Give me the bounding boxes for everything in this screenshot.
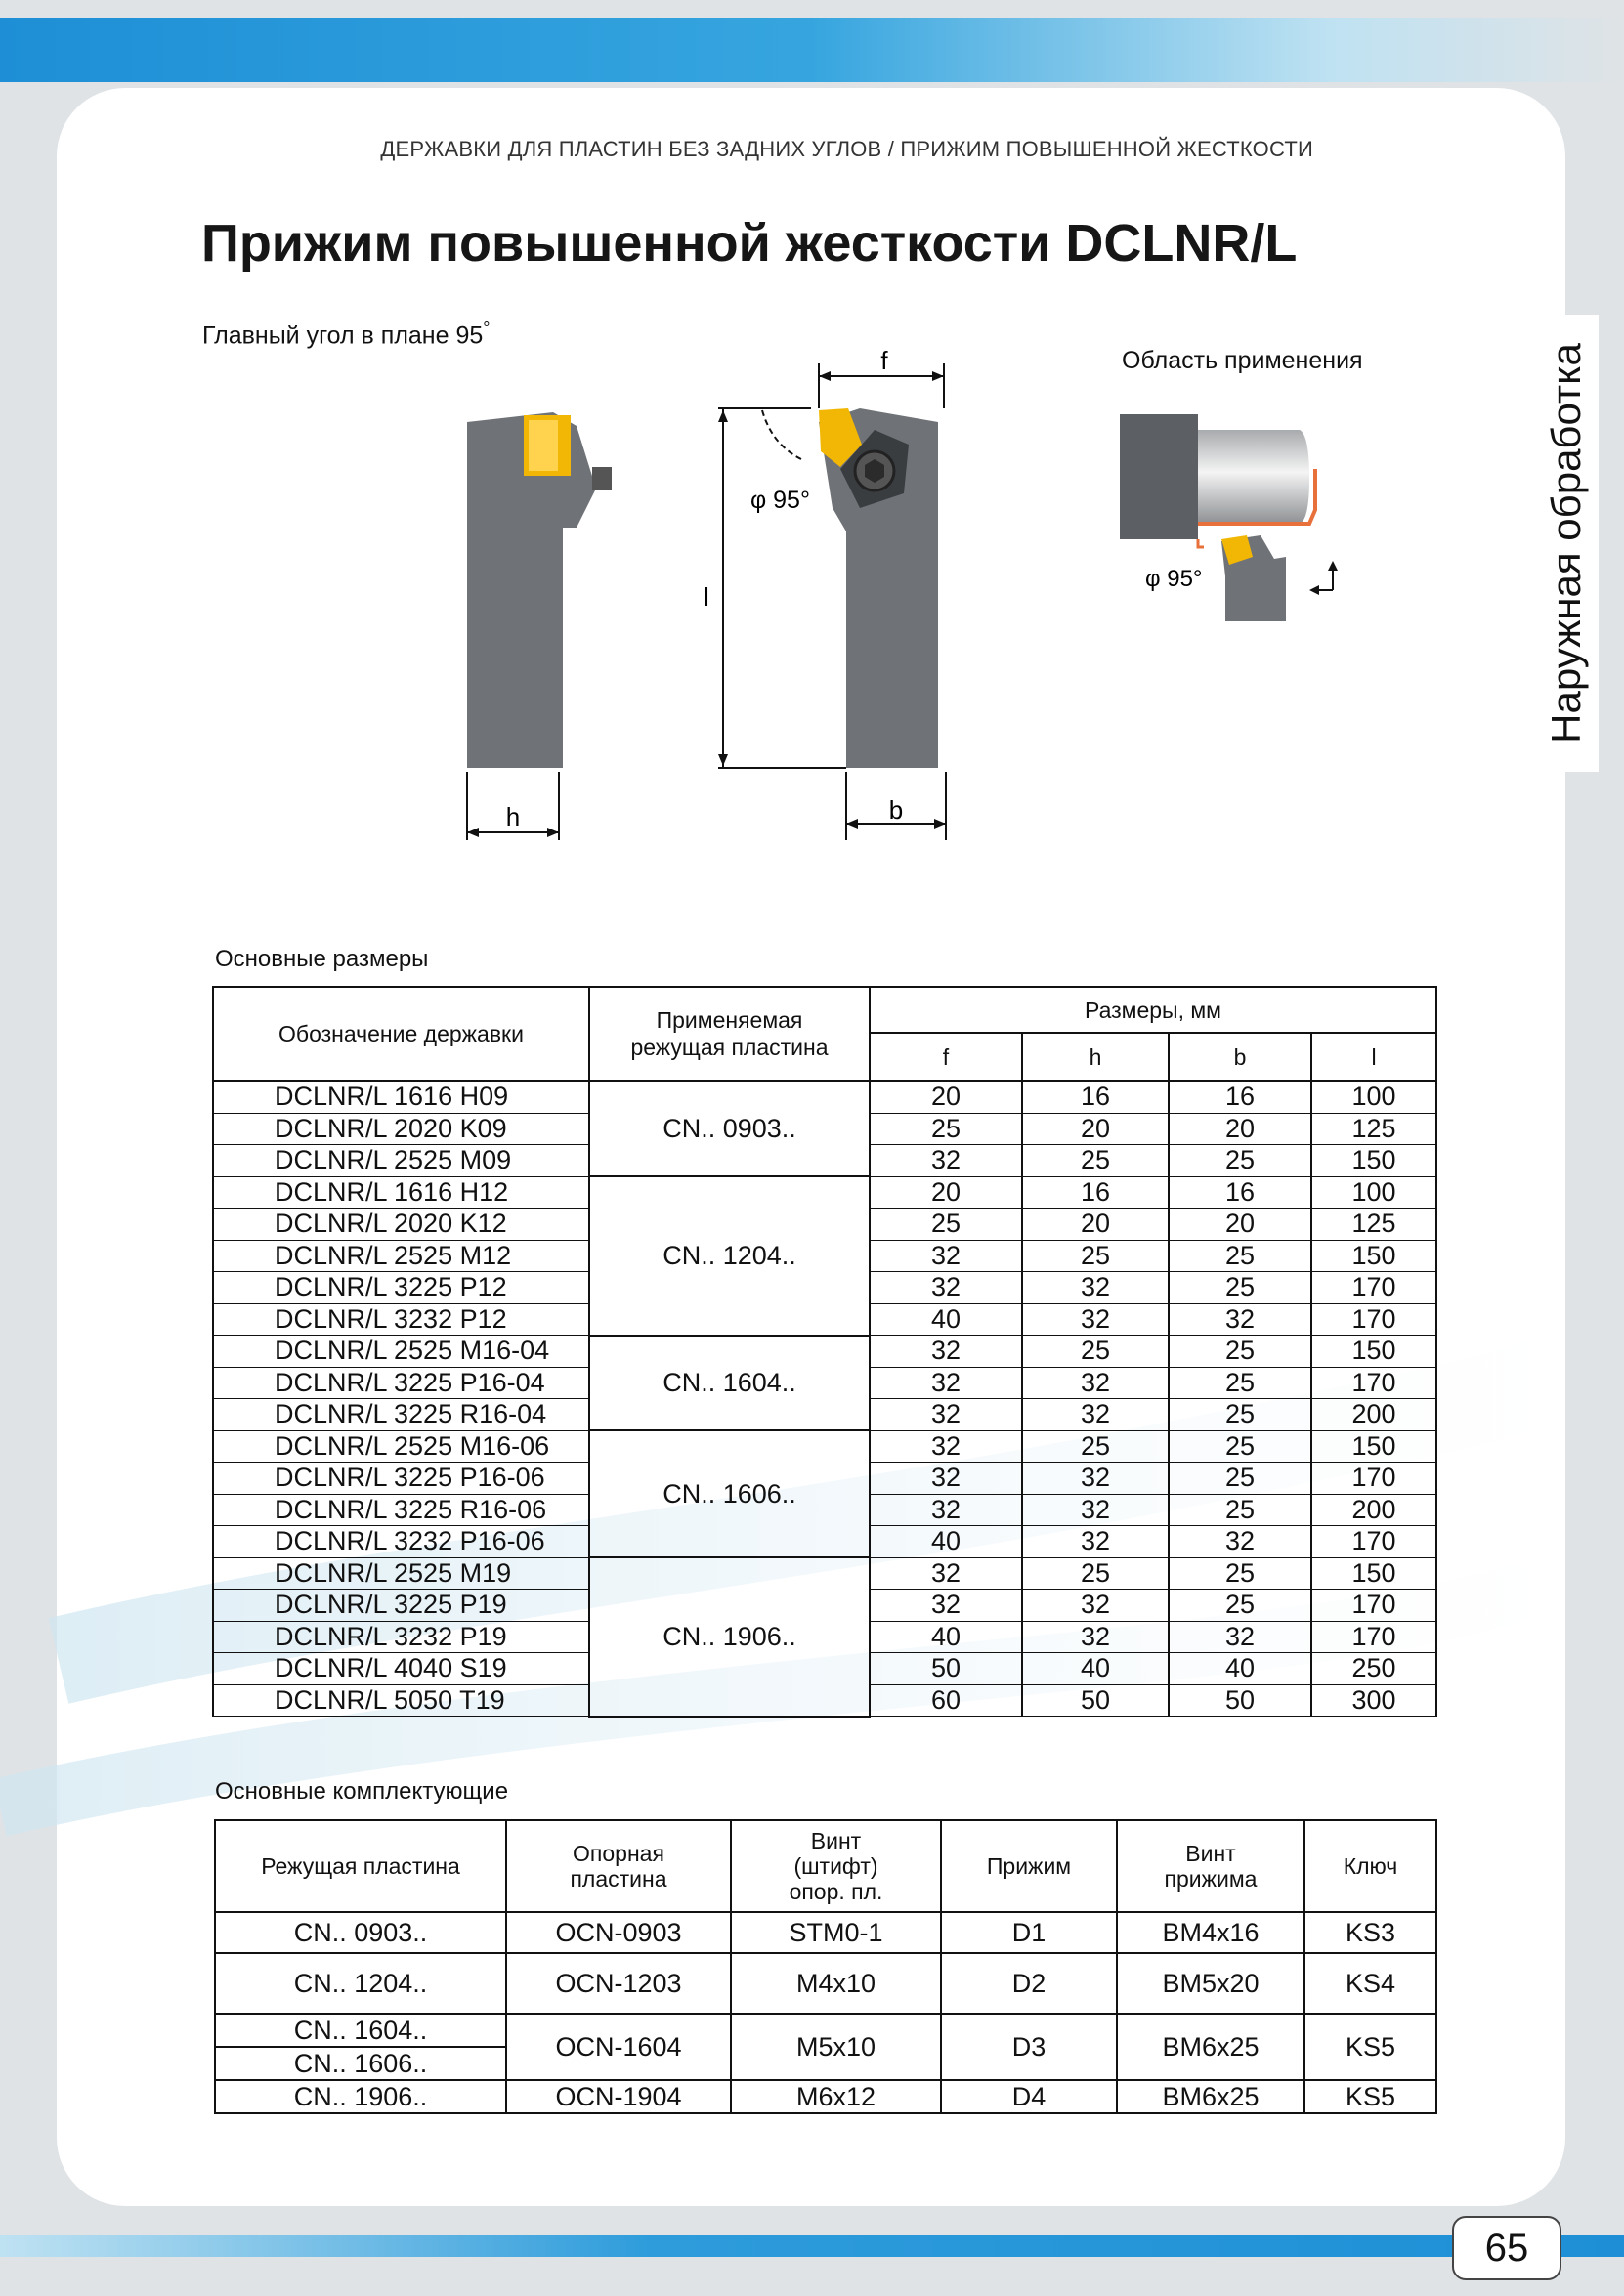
application-area-label: Область применения: [1122, 347, 1363, 374]
holder-code-cell: DCLNR/L 2525 M16-06: [213, 1430, 589, 1463]
dim-f-cell: 32: [870, 1590, 1022, 1622]
holder-code-cell: DCLNR/L 3225 R16-04: [213, 1399, 589, 1431]
parts-clamp-cell: D4: [941, 2080, 1117, 2113]
dim-l-cell: 250: [1311, 1653, 1436, 1685]
dim-f-cell: 50: [870, 1653, 1022, 1685]
parts-insert-cell: CN.. 1606..: [215, 2047, 506, 2080]
top-view-drawing: [704, 346, 946, 840]
dim-l-cell: 170: [1311, 1303, 1436, 1336]
dim-b-cell: 25: [1169, 1494, 1311, 1526]
holder-code-cell: DCLNR/L 2525 M19: [213, 1557, 589, 1590]
parts-table: [214, 1819, 1437, 2114]
dim-h-cell: 50: [1022, 1684, 1169, 1717]
dim-f-cell: 32: [870, 1494, 1022, 1526]
dim-b-cell: 20: [1169, 1209, 1311, 1241]
dim-b-cell: 25: [1169, 1590, 1311, 1622]
dim-l-cell: 170: [1311, 1367, 1436, 1399]
dim-f-cell: 40: [870, 1621, 1022, 1653]
parts-clamp-screw-cell: BM5x20: [1117, 1953, 1304, 2014]
parts-col-clamp-screw: Винт прижима: [1117, 1820, 1304, 1912]
parts-col-insert: Режущая пластина: [215, 1820, 506, 1912]
dim-b-cell: 40: [1169, 1653, 1311, 1685]
label-f: f: [880, 346, 888, 375]
dim-h-cell: 16: [1022, 1176, 1169, 1209]
dim-l-cell: 150: [1311, 1430, 1436, 1463]
col-holder-header: Обозначение державки: [213, 987, 589, 1081]
dim-b-cell: 20: [1169, 1113, 1311, 1145]
table-row: [215, 2014, 1436, 2047]
parts-table-body: [215, 1912, 1436, 2113]
degree-mark: °: [483, 319, 491, 338]
dim-l-cell: 150: [1311, 1557, 1436, 1590]
tool-drawings: [0, 0, 1624, 879]
dimensions-table: [212, 986, 1437, 1718]
dim-b-cell: 16: [1169, 1176, 1311, 1209]
dim-b-cell: 25: [1169, 1430, 1311, 1463]
insert-cell: CN.. 1906..: [589, 1557, 870, 1717]
dim-b-cell: 25: [1169, 1145, 1311, 1177]
parts-col-shim: Опорная пластина: [506, 1820, 731, 1912]
holder-code-cell: DCLNR/L 3232 P16-06: [213, 1526, 589, 1558]
dim-l-cell: 125: [1311, 1113, 1436, 1145]
dim-h-cell: 32: [1022, 1494, 1169, 1526]
dim-h-cell: 25: [1022, 1557, 1169, 1590]
dim-f-cell: 32: [870, 1557, 1022, 1590]
dimensions-table-body: [213, 1081, 1436, 1717]
parts-key-cell: KS3: [1304, 1912, 1436, 1953]
dim-l-cell: 150: [1311, 1336, 1436, 1368]
page-number: 65: [1452, 2216, 1561, 2280]
main-angle-text: Главный угол в плане 95: [202, 321, 484, 350]
dim-l-cell: 200: [1311, 1494, 1436, 1526]
page-title: Прижим повышенной жесткости DCLNR/L: [201, 214, 1298, 273]
parts-insert-cell: CN.. 0903..: [215, 1912, 506, 1953]
dim-b-cell: 16: [1169, 1081, 1311, 1113]
dim-b-cell: 25: [1169, 1336, 1311, 1368]
dim-b-cell: 25: [1169, 1240, 1311, 1272]
parts-key-cell: KS5: [1304, 2014, 1436, 2080]
parts-clamp-screw-cell: BM6x25: [1117, 2080, 1304, 2113]
dim-b-cell: 25: [1169, 1399, 1311, 1431]
parts-col-clamp: Прижим: [941, 1820, 1117, 1912]
dim-h-cell: 32: [1022, 1463, 1169, 1495]
dim-f-cell: 32: [870, 1272, 1022, 1304]
parts-screw-cell: M5x10: [731, 2014, 941, 2080]
parts-shim-cell: OCN-0903: [506, 1912, 731, 1953]
holder-code-cell: DCLNR/L 2525 M12: [213, 1240, 589, 1272]
side-tab-label: Наружная обработка: [1543, 343, 1589, 744]
label-h: h: [505, 802, 521, 831]
parts-clamp-cell: D3: [941, 2014, 1117, 2080]
parts-section-title: Основные комплектующие: [215, 1778, 509, 1805]
dim-b-cell: 32: [1169, 1303, 1311, 1336]
dim-b-cell: 32: [1169, 1621, 1311, 1653]
holder-code-cell: DCLNR/L 1616 H09: [213, 1081, 589, 1113]
dim-f-cell: 20: [870, 1081, 1022, 1113]
dim-l-cell: 150: [1311, 1145, 1436, 1177]
dim-l-cell: 170: [1311, 1272, 1436, 1304]
dim-f-cell: 25: [870, 1209, 1022, 1241]
insert-cell: CN.. 1604..: [589, 1336, 870, 1431]
workpiece-icon: [1198, 430, 1309, 524]
dim-h-cell: 25: [1022, 1145, 1169, 1177]
parts-shim-cell: OCN-1203: [506, 1953, 731, 2014]
bottom-blue-band: [0, 2235, 1624, 2257]
insert-cell: CN.. 1204..: [589, 1176, 870, 1336]
dimensions-section-title: Основные размеры: [215, 946, 429, 972]
dim-l-cell: 170: [1311, 1621, 1436, 1653]
dim-h-cell: 32: [1022, 1367, 1169, 1399]
table-row: [213, 1081, 1436, 1113]
dim-l-cell: 170: [1311, 1526, 1436, 1558]
dim-b-cell: 25: [1169, 1463, 1311, 1495]
holder-code-cell: DCLNR/L 2525 M09: [213, 1145, 589, 1177]
col-b-header: b: [1169, 1033, 1311, 1081]
parts-clamp-screw-cell: BM4x16: [1117, 1912, 1304, 1953]
col-f-header: f: [870, 1033, 1022, 1081]
dim-b-cell: 25: [1169, 1272, 1311, 1304]
parts-key-cell: KS4: [1304, 1953, 1436, 2014]
parts-shim-cell: OCN-1904: [506, 2080, 731, 2113]
holder-code-cell: DCLNR/L 2020 K09: [213, 1113, 589, 1145]
dim-l-cell: 170: [1311, 1590, 1436, 1622]
dim-f-cell: 40: [870, 1303, 1022, 1336]
holder-code-cell: DCLNR/L 5050 T19: [213, 1684, 589, 1717]
holder-code-cell: DCLNR/L 3232 P12: [213, 1303, 589, 1336]
dim-f-cell: 32: [870, 1430, 1022, 1463]
dim-l-cell: 170: [1311, 1463, 1436, 1495]
dim-b-cell: 25: [1169, 1367, 1311, 1399]
dim-h-cell: 25: [1022, 1240, 1169, 1272]
dim-f-cell: 32: [870, 1336, 1022, 1368]
parts-insert-cell: CN.. 1906..: [215, 2080, 506, 2113]
dim-h-cell: 32: [1022, 1399, 1169, 1431]
angle-label: φ 95°: [750, 487, 810, 514]
parts-screw-cell: STM0-1: [731, 1912, 941, 1953]
parts-key-cell: KS5: [1304, 2080, 1436, 2113]
dim-l-cell: 300: [1311, 1684, 1436, 1717]
insert-cell: CN.. 0903..: [589, 1081, 870, 1176]
parts-insert-cell: CN.. 1604..: [215, 2014, 506, 2047]
application-area-drawing: [1120, 414, 1338, 621]
dim-l-cell: 100: [1311, 1176, 1436, 1209]
holder-code-cell: DCLNR/L 3225 P12: [213, 1272, 589, 1304]
dim-f-cell: 25: [870, 1113, 1022, 1145]
dim-f-cell: 60: [870, 1684, 1022, 1717]
dim-l-cell: 150: [1311, 1240, 1436, 1272]
dim-f-cell: 32: [870, 1367, 1022, 1399]
parts-col-screw: Винт (штифт) опор. пл.: [731, 1820, 941, 1912]
dim-f-cell: 32: [870, 1463, 1022, 1495]
holder-code-cell: DCLNR/L 2525 M16-04: [213, 1336, 589, 1368]
label-l: l: [704, 582, 709, 612]
holder-code-cell: DCLNR/L 3225 P16-06: [213, 1463, 589, 1495]
col-dims-header: Размеры, мм: [870, 987, 1436, 1033]
table-row: [215, 2080, 1436, 2113]
dim-f-cell: 32: [870, 1145, 1022, 1177]
parts-clamp-cell: D1: [941, 1912, 1117, 1953]
dim-f-cell: 40: [870, 1526, 1022, 1558]
holder-code-cell: DCLNR/L 3225 P19: [213, 1590, 589, 1622]
dim-h-cell: 20: [1022, 1209, 1169, 1241]
dim-l-cell: 200: [1311, 1399, 1436, 1431]
dim-h-cell: 32: [1022, 1272, 1169, 1304]
application-angle-label: φ 95°: [1145, 566, 1203, 592]
dim-l-cell: 100: [1311, 1081, 1436, 1113]
table-row: [213, 1557, 1436, 1590]
holder-code-cell: DCLNR/L 3225 P16-04: [213, 1367, 589, 1399]
parts-insert-cell: CN.. 1204..: [215, 1953, 506, 2014]
parts-screw-cell: M4x10: [731, 1953, 941, 2014]
holder-code-cell: DCLNR/L 3232 P19: [213, 1621, 589, 1653]
dim-h-cell: 40: [1022, 1653, 1169, 1685]
dim-l-cell: 125: [1311, 1209, 1436, 1241]
dim-b-cell: 25: [1169, 1557, 1311, 1590]
col-l-header: l: [1311, 1033, 1436, 1081]
holder-code-cell: DCLNR/L 2020 K12: [213, 1209, 589, 1241]
dim-h-cell: 16: [1022, 1081, 1169, 1113]
table-row: [213, 1176, 1436, 1209]
dim-h-cell: 25: [1022, 1430, 1169, 1463]
dim-h-cell: 25: [1022, 1336, 1169, 1368]
breadcrumb: ДЕРЖАВКИ ДЛЯ ПЛАСТИН БЕЗ ЗАДНИХ УГЛОВ / ПРИЖИМ ПОВЫШЕННОЙ ЖЕСТКОСТИ: [380, 137, 1313, 161]
dim-b-cell: 32: [1169, 1526, 1311, 1558]
holder-code-cell: DCLNR/L 1616 H12: [213, 1176, 589, 1209]
dim-f-cell: 32: [870, 1240, 1022, 1272]
parts-shim-cell: OCN-1604: [506, 2014, 731, 2080]
table-row: [213, 1336, 1436, 1368]
dim-h-cell: 32: [1022, 1621, 1169, 1653]
dim-h-cell: 20: [1022, 1113, 1169, 1145]
dim-b-cell: 50: [1169, 1684, 1311, 1717]
col-insert-header: Применяемая режущая пластина: [589, 987, 870, 1081]
dim-h-cell: 32: [1022, 1590, 1169, 1622]
dim-f-cell: 20: [870, 1176, 1022, 1209]
insert-cell: CN.. 1606..: [589, 1430, 870, 1557]
dim-h-cell: 32: [1022, 1526, 1169, 1558]
table-row: [213, 1430, 1436, 1463]
col-h-header: h: [1022, 1033, 1169, 1081]
parts-clamp-cell: D2: [941, 1953, 1117, 2014]
parts-screw-cell: M6x12: [731, 2080, 941, 2113]
parts-clamp-screw-cell: BM6x25: [1117, 2014, 1304, 2080]
side-view-drawing: [467, 412, 612, 840]
dim-f-cell: 32: [870, 1399, 1022, 1431]
table-row: [215, 1912, 1436, 1953]
holder-code-cell: DCLNR/L 4040 S19: [213, 1653, 589, 1685]
table-row: [215, 1953, 1436, 2014]
label-b: b: [888, 795, 904, 825]
dim-h-cell: 32: [1022, 1303, 1169, 1336]
parts-col-key: Ключ: [1304, 1820, 1436, 1912]
holder-code-cell: DCLNR/L 3225 R16-06: [213, 1494, 589, 1526]
